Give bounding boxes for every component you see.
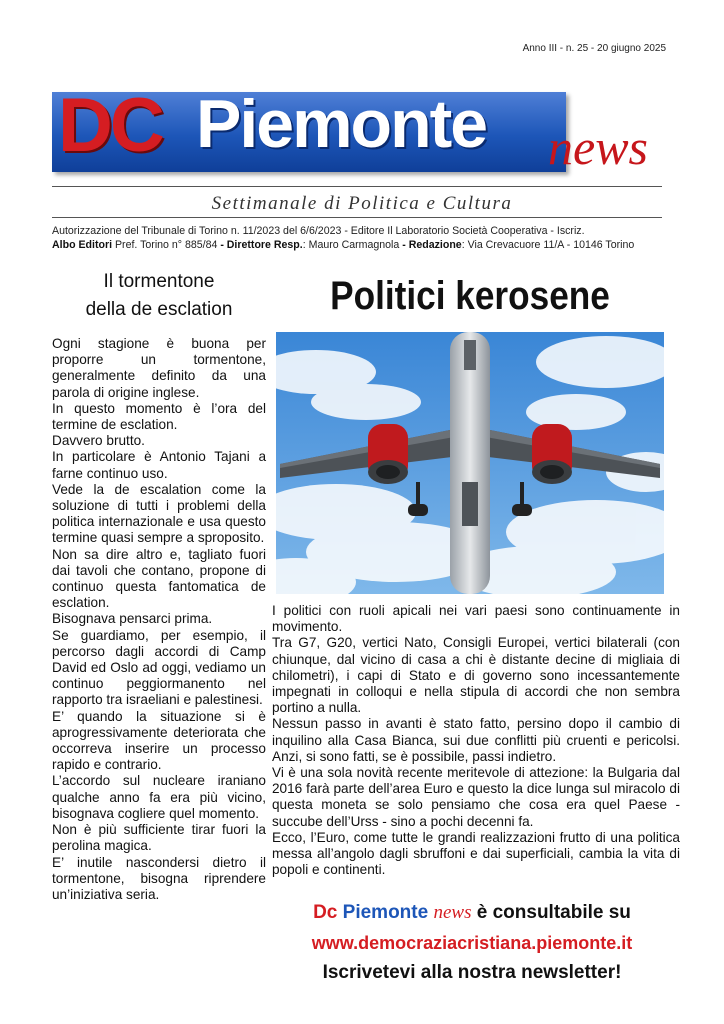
promo-piemonte: Piemonte xyxy=(342,902,429,923)
sidebar-paragraph: Ogni stagione è buona per proporre un tormentone, generalmente definito da una parola di origine inglese. xyxy=(52,336,266,400)
legal-redazione-value: : Via Crevacuore 11/A - 10146 Torino xyxy=(461,239,635,251)
sidebar-title-line1: Il tormentone xyxy=(103,271,215,292)
sidebar-article-body xyxy=(52,336,266,903)
article-paragraph: I politici con ruoli apicali nei vari paesi sono continuamente in movimento. xyxy=(272,603,680,635)
sidebar-paragraph: In questo momento è l’ora del termine de esclation. xyxy=(52,400,266,433)
sidebar-paragraph: Se guardiamo, per esempio, il percorso dagli accordi di Camp David ed Oslo ad oggi, vediamo un continuo peggiormanento nel rapporto tra israeliani e palestinesi. xyxy=(52,627,266,708)
article-paragraph: Ecco, l’Euro, come tutte le grandi realizzazioni frutto di una politica messa all’angolo dagli sbruffoni e dai superficiali, cambia la vita di popoli e continenti. xyxy=(272,829,680,878)
sidebar-title xyxy=(52,268,266,324)
airplane-photo xyxy=(276,332,664,594)
promo-news: news xyxy=(433,902,472,923)
logo-news: news xyxy=(548,119,648,175)
sidebar-paragraph: E’ quando la situazione si è aprogressivamente deteriorata che occorreva inserire un processo rapido e contrario. xyxy=(52,708,266,773)
sidebar-paragraph: E’ inutile nascondersi dietro il tormentone, bisogna riprendere un’iniziativa seria. xyxy=(52,854,266,902)
promo-consult-text: è consultabile su xyxy=(476,902,631,923)
sidebar-title-line2: della de esclation xyxy=(85,299,233,320)
logo-dc: DC xyxy=(58,83,162,168)
legal-notice xyxy=(52,224,664,252)
sidebar-paragraph: L’accordo sul nucleare iraniano qualche anno fa era più vicino, bisognava cogliere quel momento. xyxy=(52,773,266,821)
legal-director-value: : Mauro Carmagnola xyxy=(302,239,403,251)
masthead-logo xyxy=(52,83,664,178)
legal-redazione-label: - Redazione xyxy=(402,239,462,251)
promo-line-1 xyxy=(262,898,682,928)
article-paragraph: Nessun passo in avanti è stato fatto, persino dopo il cambio di inquilino alla Casa Bianca, sui due conflitti più cruenti e pericolsi. Anzi, si sono fatti, se è possibile, passi indietro. xyxy=(272,716,680,764)
issue-info: Anno III - n. 25 - 20 giugno 2025 xyxy=(522,43,666,54)
masthead-rule-bottom xyxy=(52,217,662,218)
logo-piemonte: Piemonte xyxy=(196,86,487,162)
promo-newsletter-cta: Iscrivetevi alla nostra newsletter! xyxy=(322,962,622,983)
legal-line-1: Autorizzazione del Tribunale di Torino n. 11/2023 del 6/6/2023 - Editore Il Laboratorio Società Cooperativa - Iscriz. xyxy=(52,225,585,237)
masthead-rule-top xyxy=(52,186,662,187)
sidebar-paragraph: In particolare è Antonio Tajani a farne continuo uso. xyxy=(52,449,266,481)
sidebar-paragraph: Davvero brutto. xyxy=(52,433,145,449)
legal-line-2 xyxy=(52,238,664,252)
sidebar-paragraph: Vede la de escalation come la soluzione di tutti i problemi della politica internazionale e usa questo termine quasi sempre a sproposito. xyxy=(52,481,266,546)
main-headline: Politici kerosene xyxy=(330,274,610,318)
promo-dc: Dc xyxy=(313,902,338,923)
promo-url-link[interactable]: www.democraziacristiana.piemonte.it xyxy=(311,933,633,953)
legal-albo-label: Albo Editori xyxy=(52,239,113,251)
main-article-body xyxy=(272,603,680,878)
sidebar-paragraph: Non sa dire altro e, tagliato fuori dai tavoli che contano, propone di continuo questa fantomatica de esclation. xyxy=(52,546,266,611)
legal-albo-value: Pref. Torino n° 885/84 xyxy=(112,239,221,251)
article-paragraph: Vi è una sola novità recente meritevole di attezione: la Bulgaria dal 2016 farà parte dell’area Euro e questo la dice lunga sul miracolo di questa moneta se solo pensiamo che cosa era quel Paese - succube dell’Urss - sino a pochi decenni fa. xyxy=(272,765,680,829)
promo-box xyxy=(262,898,682,988)
article-paragraph: Tra G7, G20, vertici Nato, Consigli Europei, vertici bilaterali (con chiunque, dal vicino di casa a chi è distante decine di migliaia di chilometri), i capi di Stato e di governo sono incessantemente impegnati in colloqui e nella stipula di accordi che non sembra portino a nulla. xyxy=(272,635,680,716)
masthead-subtitle: Settimanale di Politica e Cultura xyxy=(211,193,513,214)
sidebar-paragraph: Bisognava pensarci prima. xyxy=(52,611,213,627)
sidebar-paragraph: Non è più sufficiente tirar fuori la perolina magica. xyxy=(52,822,266,854)
legal-director-label: - Direttore Resp. xyxy=(220,239,303,251)
